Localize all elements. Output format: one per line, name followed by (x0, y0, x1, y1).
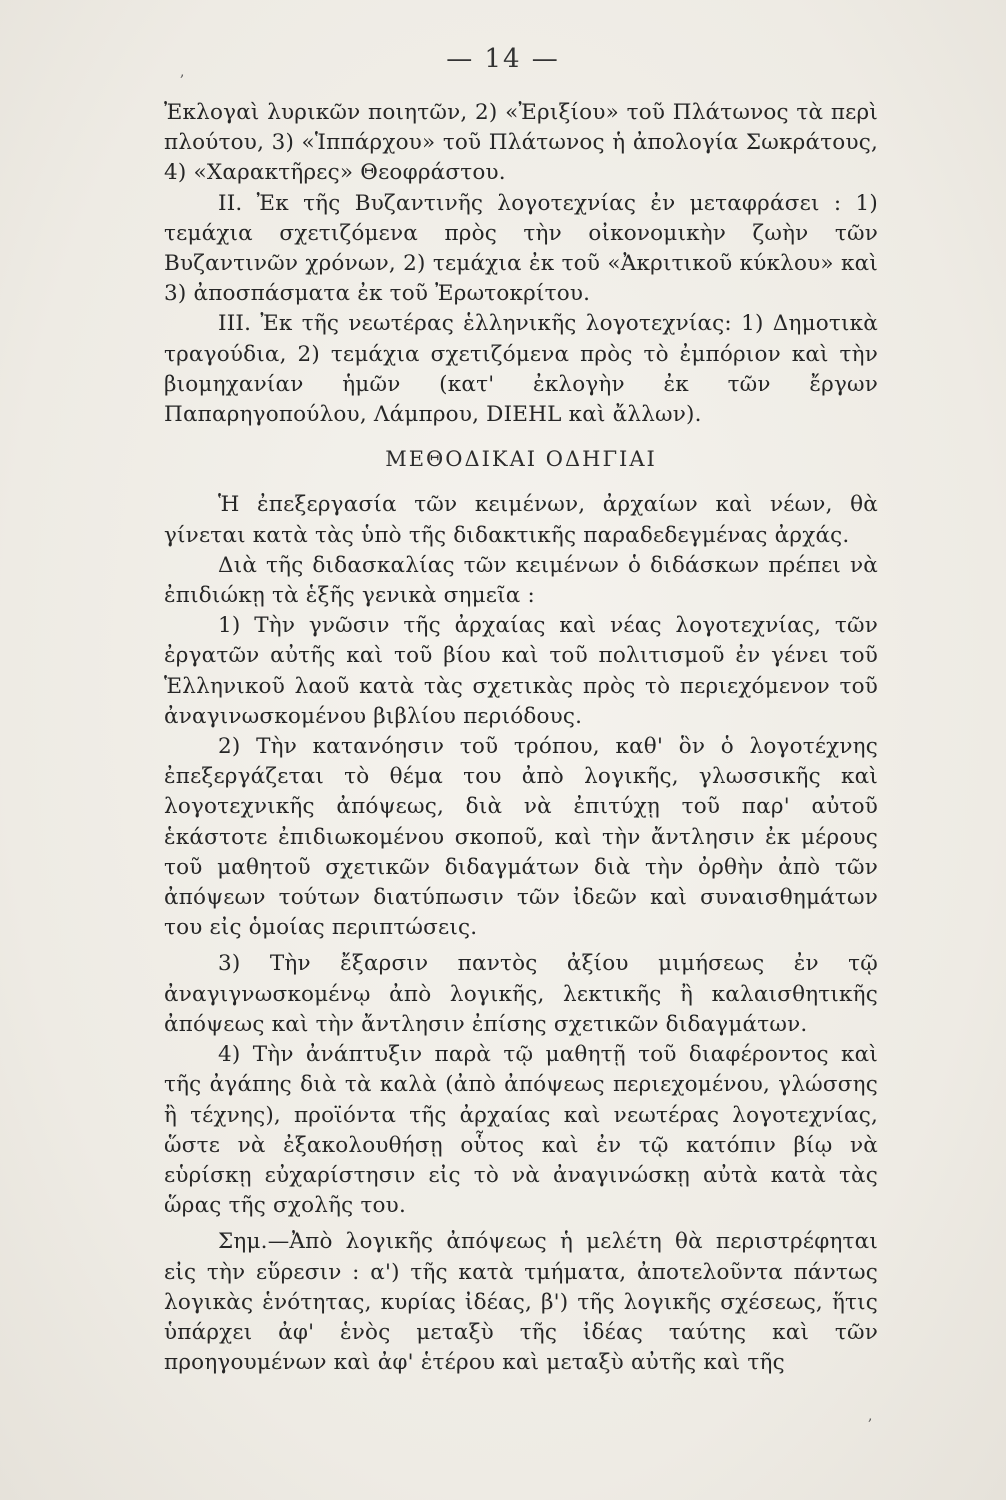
list-item-2: 2) Τὴν κατανόησιν τοῦ τρόπου, καθ' ὃν ὁ λογοτέχνης ἐπεξεργάζεται τὸ θέμα του ἀπὸ λογικῆς, γλωσσικῆς καὶ λογοτεχνικῆς ἀπόψεως, διὰ νὰ ἐπιτύχῃ τοῦ παρ' αὐτοῦ ἑκάστοτε ἐπιδιωκομένου σκοποῦ, καὶ τὴν ἄντλησιν ἐκ μέρους τοῦ μαθητοῦ σχετικῶν διδαγμάτων διὰ τὴν ὀρθὴν ἀπὸ τῶν ἀπόψεων τούτων διατύπωσιν τῶν ἰδεῶν καὶ συναισθημάτων του εἰς ὁμοίας περιπτώσεις. (164, 734, 878, 941)
page-number: — 14 — (446, 44, 560, 74)
list-item-4: 4) Τὴν ἀνάπτυξιν παρὰ τῷ μαθητῇ τοῦ διαφέροντος καὶ τῆς ἀγάπης διὰ τὰ καλὰ (ἀπὸ ἀπόψεως περιεχομένου, γλώσσης ἢ τέχνης), προϊόντα τῆς ἀρχαίας καὶ νεωτέρας λογοτεχνίας, ὥστε νὰ ἐξακολουθήσῃ οὗτος καὶ ἐν τῷ κατόπιν βίῳ νὰ εὑρίσκῃ εὐχαρίστησιν εἰς τὸ νὰ ἀναγινώσκῃ αὐτὰ κατὰ τὰς ὥρας τῆς σχολῆς του. (164, 1042, 878, 1219)
list-item-3: 3) Τὴν ἔξαρσιν παντὸς ἀξίου μιμήσεως ἐν τῷ ἀναγιγνωσκομένῳ ἀπὸ λογικῆς, λεκτικῆς ἢ καλαισθητικῆς ἀπόψεως καὶ τὴν ἄντλησιν ἐπίσης σχετικῶν διδαγμάτων. (164, 951, 878, 1037)
paragraph-processing: Ἡ ἐπεξεργασία τῶν κειμένων, ἀρχαίων καὶ νέων, θὰ γίνεται κατὰ τὰς ὑπὸ τῆς διδακτικῆς παραδεδεγμένας ἀρχάς. (164, 492, 878, 548)
print-speck: , (868, 1408, 873, 1424)
paragraph-modern: ΙΙΙ. Ἐκ τῆς νεωτέρας ἑλληνικῆς λογοτεχνίας: 1) Δημοτικὰ τραγούδια, 2) τεμάχια σχετιζόμενα πρὸς τὸ ἐμπόριον καὶ τὴν βιομηχανίαν ἡμῶν (κατ' ἐκλογὴν ἐκ τῶν ἔργων Παπαρηγοπούλου, Λάμπρου, DIEHL καὶ ἄλλων). (164, 311, 878, 428)
note-paragraph: Σημ.—Ἀπὸ λογικῆς ἀπόψεως ἡ μελέτη θὰ περιστρέφηται εἰς τὴν εὕρεσιν : α') τῆς κατὰ τμήματα, ἀποτελοῦντα πάντως λογικὰς ἑνότητας, κυρίας ἰδέας, β') τῆς λογικῆς σχέσεως, ἥτις ὑπάρχει ἀφ' ἑνὸς μεταξὺ τῆς ἰδέας ταύτης καὶ τῶν προηγουμένων καὶ ἀφ' ἑτέρου καὶ μεταξὺ αὐτῆς καὶ τῆς (164, 1229, 878, 1376)
paragraph-selections: Ἐκλογαὶ λυρικῶν ποιητῶν, 2) «Ἐριξίου» τοῦ Πλάτωνος τὰ περὶ πλούτου, 3) «Ἱππάρχου» τοῦ Πλάτωνος ἡ ἀπολογία Σωκράτους, 4) «Χαρακτῆρες» Θεοφράστου. (164, 100, 878, 186)
section-heading: ΜΕΘΟΔΙΚΑΙ ΟΔΗΓΙΑΙ (385, 447, 657, 472)
paragraph-byzantine: ΙΙ. Ἐκ τῆς Βυζαντινῆς λογοτεχνίας ἐν μεταφράσει : 1) τεμάχια σχετιζόμενα πρὸς τὴν οἰκονομικὴν ζωὴν τῶν Βυζαντινῶν χρόνων, 2) τεμάχια ἐκ τοῦ «Ἀκριτικοῦ κύκλου» καὶ 3) ἀποσπάσματα ἐκ τοῦ Ἐρωτοκρίτου. (164, 190, 878, 307)
body-text (164, 98, 878, 1378)
list-item-1: 1) Τὴν γνῶσιν τῆς ἀρχαίας καὶ νέας λογοτεχνίας, τῶν ἐργατῶν αὐτῆς καὶ τοῦ βίου καὶ τοῦ πολιτισμοῦ ἐν γένει τοῦ Ἑλληνικοῦ λαοῦ κατὰ τὰς σχετικὰς πρὸς τὸ περιεχόμενον τοῦ ἀναγινωσκομένου βιβλίου περιόδους. (164, 613, 878, 729)
paragraph-teaching: Διὰ τῆς διδασκαλίας τῶν κειμένων ὁ διδάσκων πρέπει νὰ ἐπιδιώκῃ τὰ ἑξῆς γενικὰ σημεῖα : (164, 552, 878, 609)
print-speck: , (180, 64, 185, 80)
